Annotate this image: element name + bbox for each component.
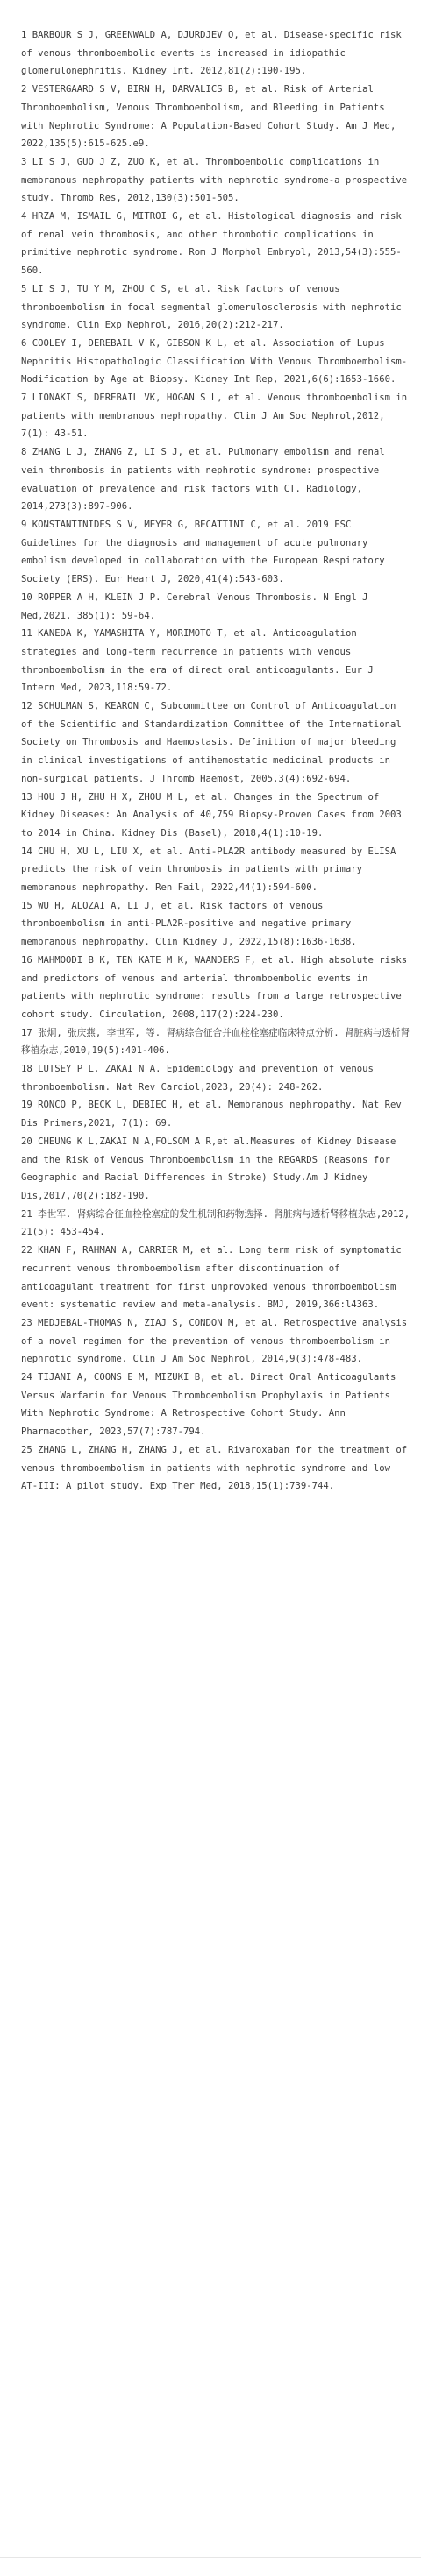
reference-number: 6 [21, 337, 27, 349]
reference-item [21, 1133, 410, 1206]
reference-item [21, 1369, 410, 1441]
reference-number: 9 [21, 519, 27, 530]
reference-text: TIJANI A, COONS E M, MIZUKI B, et al. Direct Oral Anticoagulants Versus Warfarin for Venous Thromboembolism Prophylaxis in Patients With Nephrotic Syndrome: A Retrospective Cohort Study. Ann Pharmacother, 2023,57(7):787-794. [21, 1372, 396, 1438]
reference-number: 25 [21, 1444, 32, 1455]
reference-text: 张炯, 张庆燕, 李世军, 等. 肾病综合征合并血栓栓塞症临床特点分析. 肾脏病与透析肾移植杂志,2010,19(5):401-406. [21, 1027, 410, 1057]
reference-number: 13 [21, 791, 32, 803]
reference-text: KHAN F, RAHMAN A, CARRIER M, et al. Long term risk of symptomatic recurrent venous thromboembolism after discontinuation of anticoagulant treatment for first unprovoked venous thromboembolism event: systematic review and meta-analysis. BMJ, 2019,366:l4363. [21, 1245, 402, 1311]
reference-item [21, 1096, 410, 1132]
reference-text: ROPPER A H, KLEIN J P. Cerebral Venous Thrombosis. N Engl J Med,2021, 385(1): 59-64. [21, 591, 368, 621]
reference-text: BARBOUR S J, GREENWALD A, DJURDJEV O, et al. Disease-specific risk of venous thromboembolic events is increased in idiopathic glomerulonephritis. Kidney Int. 2012,81(2):190-195. [21, 30, 402, 77]
reference-item [21, 625, 410, 697]
reference-item [21, 208, 410, 280]
reference-number: 2 [21, 84, 27, 96]
reference-number: 20 [21, 1136, 32, 1147]
reference-number: 3 [21, 156, 27, 167]
reference-text: LI S J, TU Y M, ZHOU C S, et al. Risk factors of venous thromboembolism in focal segmental glomerulosclerosis with nephrotic syndrome. Clin Exp Nephrol, 2016,20(2):212-217. [21, 283, 402, 331]
reference-text: ZHANG L, ZHANG H, ZHANG J, et al. Rivaroxaban for the treatment of venous thromboembolism in patients with nephrotic syndrome and low AT-III: A pilot study. Exp Ther Med, 2018,15(1):739-744. [21, 1444, 408, 1492]
reference-text: HOU J H, ZHU H X, ZHOU M L, et al. Changes in the Spectrum of Kidney Diseases: An Analysis of 40,759 Biopsy-Proven Cases from 2003 to 2014 in China. Kidney Dis (Basel), 2018,4(1):10-19. [21, 791, 402, 839]
reference-list [21, 26, 410, 1496]
reference-item [21, 81, 410, 153]
reference-text: CHU H, XU L, LIU X, et al. Anti-PLA2R antibody measured by ELISA predicts the risk of vein thrombosis in patients with primary membranous nephropathy. Ren Fail, 2022,44(1):594-600. [21, 846, 396, 894]
reference-item [21, 789, 410, 843]
reference-number: 10 [21, 591, 32, 603]
reference-text: COOLEY I, DEREBAIL V K, GIBSON K L, et al. Association of Lupus Nephritis Histopathologic Classification With Venous Thromboembolism-Modification by Age at Biopsy. Kidney Int Rep, 2021,6(6):1653-1660. [21, 337, 408, 386]
reference-text: HRZA M, ISMAIL G, MITROI G, et al. Histological diagnosis and risk of renal vein thrombosis, and other thrombotic complications in primitive nephrotic syndrome. Rom J Morphol Embryol, 2013,54(3):555-560. [21, 211, 402, 277]
reference-number: 22 [21, 1245, 32, 1256]
reference-number: 18 [21, 1064, 32, 1075]
reference-item [21, 153, 410, 208]
reference-number: 8 [21, 447, 27, 458]
reference-item [21, 843, 410, 897]
bottom-divider [0, 2557, 421, 2558]
reference-item [21, 952, 410, 1024]
reference-item [21, 389, 410, 443]
reference-number: 7 [21, 393, 27, 404]
reference-number: 16 [21, 954, 32, 966]
reference-item [21, 280, 410, 335]
reference-number: 21 [21, 1208, 32, 1220]
reference-text: ZHANG L J, ZHANG Z, LI S J, et al. Pulmonary embolism and renal vein thrombosis in patients with nephrotic syndrome: prospective evaluation of prevalence and risk factors with CT. Radiology, 2014,273(3):897-906. [21, 447, 385, 513]
reference-item [21, 897, 410, 952]
reference-number: 5 [21, 283, 27, 294]
reference-item [21, 516, 410, 589]
reference-item [21, 443, 410, 516]
reference-number: 19 [21, 1100, 32, 1111]
reference-text: VESTERGAARD S V, BIRN H, DARVALICS B, et al. Risk of Arterial Thromboembolism, Venous Thromboembolism, and Bleeding in Patients with Nephrotic Syndrome: A Population-Based Cohort Study. Am J Med, 2022,135(5):615-625.e9. [21, 84, 396, 150]
reference-number: 17 [21, 1027, 32, 1038]
reference-item [21, 1060, 410, 1096]
reference-text: MAHMOODI B K, TEN KATE M K, WAANDERS F, et al. High absolute risks and predictors of venous and arterial thromboembolic events in patients with nephrotic syndrome: results from a large retrospective cohort study. Circulation, 2008,117(2):224-230. [21, 954, 408, 1020]
reference-text: LUTSEY P L, ZAKAI N A. Epidemiology and prevention of venous thromboembolism. Nat Rev Cardiol,2023, 20(4): 248-262. [21, 1064, 374, 1093]
reference-item [21, 26, 410, 81]
reference-item [21, 1441, 410, 1496]
reference-item [21, 1024, 410, 1060]
reference-item [21, 1206, 410, 1242]
reference-item [21, 589, 410, 625]
reference-item [21, 1314, 410, 1369]
reference-item [21, 1242, 410, 1314]
reference-text: LIONAKI S, DEREBAIL VK, HOGAN S L, et al. Venous thromboembolism in patients with membranous nephropathy. Clin J Am Soc Nephrol,2012, 7(1): 43-51. [21, 393, 408, 440]
reference-text: RONCO P, BECK L, DEBIEC H, et al. Membranous nephropathy. Nat Rev Dis Primers,2021, 7(1): 69. [21, 1100, 402, 1129]
reference-number: 1 [21, 30, 27, 40]
reference-text: KANEDA K, YAMASHITA Y, MORIMOTO T, et al. Anticoagulation strategies and long-term recurrence in patients with venous thromboembolism in the era of direct oral anticoagulants. Eur J Intern Med, 2023,118:59-72. [21, 628, 374, 694]
reference-text: SCHULMAN S, KEARON C, Subcommittee on Control of Anticoagulation of the Scientific and Standardization Committee of the International Society on Thrombosis and Haemostasis. Definition of major bleeding in clinical investigations of antihemostatic medicinal products in non-surgical patients. J Thromb Haemost, 2005,3(4):692-694. [21, 701, 402, 784]
reference-number: 12 [21, 701, 32, 712]
reference-number: 11 [21, 628, 32, 640]
reference-item [21, 335, 410, 389]
reference-number: 23 [21, 1317, 32, 1328]
reference-text: WU H, ALOZAI A, LI J, et al. Risk factors of venous thromboembolism in anti-PLA2R-positive and negative primary membranous nephropathy. Clin Kidney J, 2022,15(8):1636-1638. [21, 900, 357, 948]
reference-text: KONSTANTINIDES S V, MEYER G, BECATTINI C, et al. 2019 ESC Guidelines for the diagnosis and management of acute pulmonary embolism developed in collaboration with the European Respiratory Society (ERS). Eur Heart J, 2020,41(4):543-603. [21, 519, 385, 585]
reference-number: 24 [21, 1372, 32, 1384]
reference-number: 14 [21, 846, 32, 857]
reference-item [21, 697, 410, 789]
reference-number: 4 [21, 211, 27, 223]
reference-text: LI S J, GUO J Z, ZUO K, et al. Thromboembolic complications in membranous nephropathy patients with nephrotic syndrome-a prospective study. Thromb Res, 2012,130(3):501-505. [21, 156, 408, 204]
reference-text: MEDJEBAL-THOMAS N, ZIAJ S, CONDON M, et al. Retrospective analysis of a novel regimen for the prevention of venous thromboembolism in nephrotic syndrome. Clin J Am Soc Nephrol, 2014,9(3):478-483. [21, 1317, 408, 1365]
reference-text: 李世军. 肾病综合征血栓栓塞症的发生机制和药物选择. 肾脏病与透析肾移植杂志,2012, 21(5): 453-454. [21, 1208, 410, 1238]
reference-text: CHEUNG K L,ZAKAI N A,FOLSOM A R,et al.Measures of Kidney Disease and the Risk of Venous Thromboembolism in the REGARDS (Reasons for Geographic and Racial Differences in Stroke) Study.Am J Kidney Dis,2017,70(2):182-190. [21, 1136, 396, 1201]
reference-number: 15 [21, 900, 32, 911]
